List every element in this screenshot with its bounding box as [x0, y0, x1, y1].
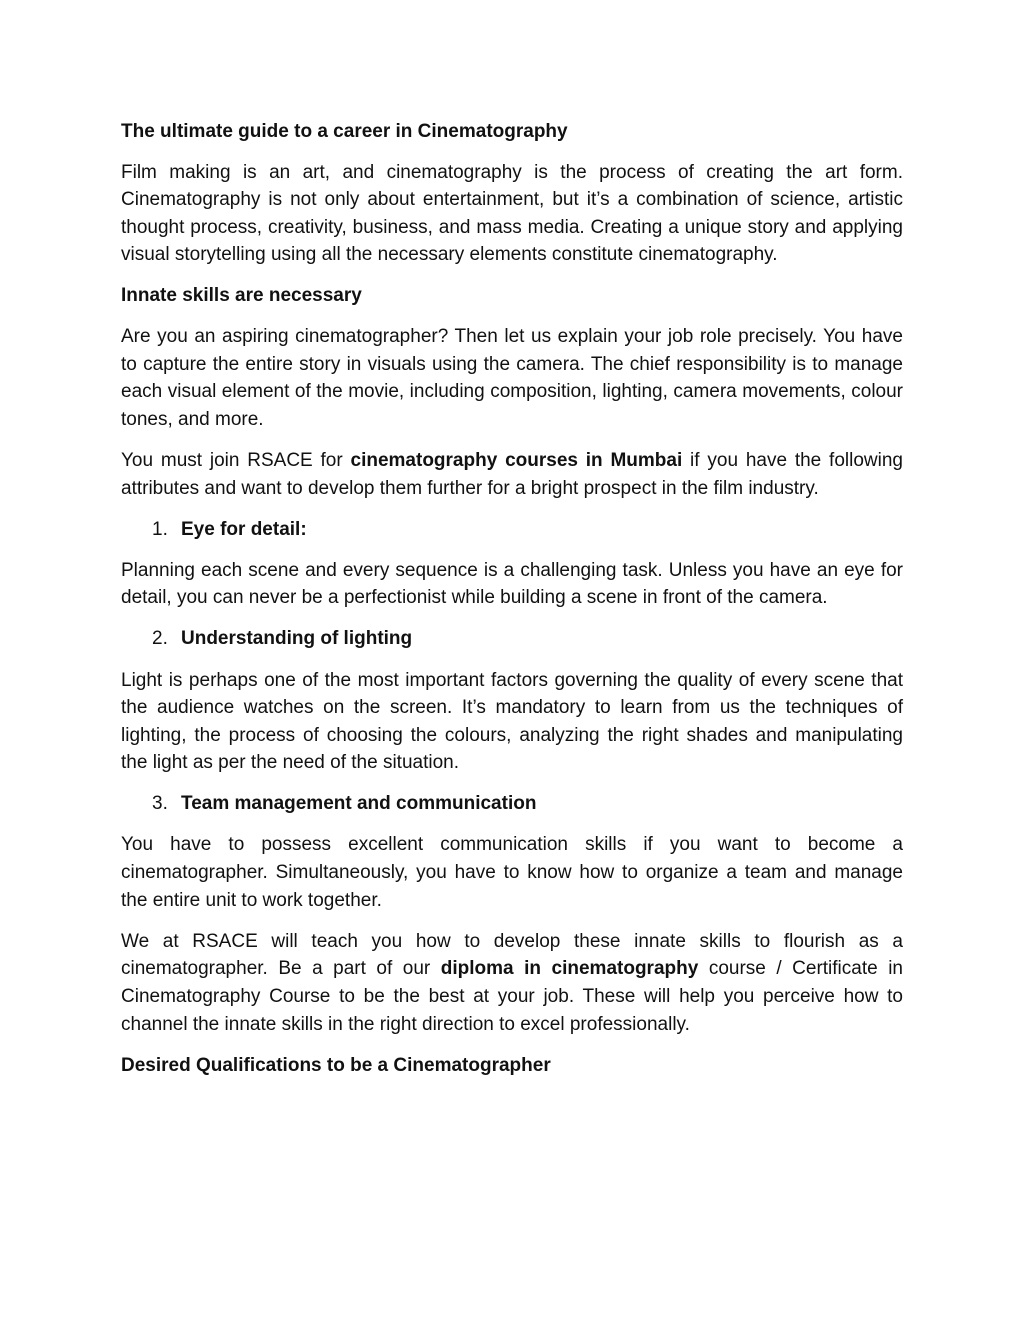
document-page [121, 118, 903, 1092]
section-heading-qualifications: Desired Qualifications to be a Cinematographer [121, 1054, 551, 1076]
list-item-title: Understanding of lighting [181, 628, 413, 650]
closing-text-end: course / Certificate in Cinematography Course to be the best at your job. These will help you perceive how to channel the innate skills in the right direction to excel professionally. [121, 958, 903, 1035]
list-item-title: Team management and communication [181, 793, 537, 815]
join-rsace-paragraph [121, 447, 903, 502]
list-number: 1. [152, 518, 168, 540]
closing-text-start: We at RSACE will teach you how to develop these innate skills to flourish as a cinematographer. Be a part of our [121, 930, 903, 980]
list-number: 2. [152, 628, 168, 650]
job-role-paragraph: Are you an aspiring cinematographer? Then let us explain your job role precisely. You have to capture the entire story in visuals using the camera. The chief responsibility is to manage each visual element of the movie, including composition, lighting, camera movements, colour tones, and more. [121, 326, 903, 430]
join-rsace-text-end: if you have the following attributes and want to develop them further for a bright prospect in the film industry. [121, 449, 903, 499]
list-item-title: Eye for detail: [181, 518, 307, 540]
list-item-team-management [152, 790, 903, 818]
eye-for-detail-paragraph: Planning each scene and every sequence is a challenging task. Unless you have an eye for detail, you can never be a perfectionist while building a scene in front of the camera. [121, 559, 903, 609]
lighting-paragraph: Light is perhaps one of the most important factors governing the quality of every scene that the audience watches on the screen. It’s mandatory to learn from us the techniques of lighting, the process of choosing the colours, analyzing the right shades and manipulating the light as per the need of the situation. [121, 669, 903, 774]
list-item-lighting [152, 625, 903, 653]
intro-paragraph: Film making is an art, and cinematography is the process of creating the art form. Cinematography is not only about entertainment, but it’s a combination of science, artistic thought process, creativity, business, and mass media. Creating a unique story and applying visual storytelling using all the necessary elements constitute cinematography. [121, 161, 903, 266]
closing-paragraph [121, 928, 903, 1038]
document-title: The ultimate guide to a career in Cinematography [121, 121, 568, 142]
list-number: 3. [152, 793, 168, 815]
list-item-eye-for-detail [152, 516, 903, 544]
join-rsace-text-start: You must join RSACE for [121, 449, 351, 471]
cinematography-courses-link-text: cinematography courses in Mumbai [350, 449, 683, 471]
diploma-link-text: diploma in cinematography [440, 958, 699, 980]
section-heading-innate-skills: Innate skills are necessary [121, 285, 362, 307]
team-management-paragraph: You have to possess excellent communication skills if you want to become a cinematographer. Simultaneously, you have to know how to organize a team and manage the entire unit to work together. [121, 834, 903, 911]
